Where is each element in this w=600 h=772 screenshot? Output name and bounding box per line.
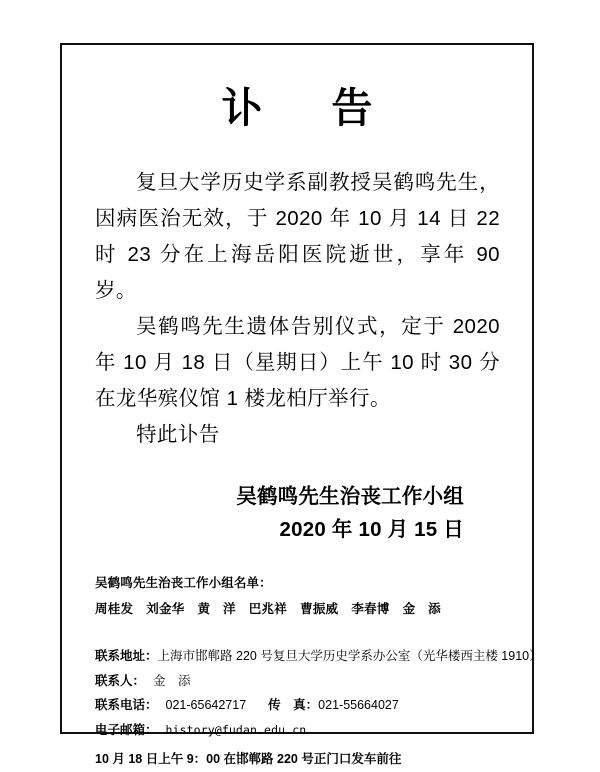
contact-email-label: 电子邮箱： xyxy=(95,722,158,737)
contact-address-value: 上海市邯郸路 220 号复旦大学历史学系办公室（光华楼西主楼 1910） xyxy=(157,649,542,663)
contact-phone-label: 联系电话： xyxy=(95,698,158,712)
committee-block xyxy=(86,571,508,622)
contact-block xyxy=(86,644,542,772)
committee-member-list xyxy=(95,597,508,622)
obituary-paragraph-2: 吴鹤鸣先生遗体告别仪式，定于 2020 年 10 月 18 日（星期日）上午 10 时 30 分在龙华殡仪馆 1 楼龙柏厅举行。 xyxy=(95,315,500,410)
obituary-frame xyxy=(60,43,542,766)
contact-address-line xyxy=(95,644,542,669)
contact-fax-label: 传 真： xyxy=(268,698,319,712)
contact-phone-value[interactable]: 021-65642717 xyxy=(165,698,247,712)
list-item: 黄 洋 xyxy=(197,602,236,616)
signature-date: 2020 年 10 月 15 日 xyxy=(279,518,464,541)
obituary-paragraph-3: 特此讣告 xyxy=(136,423,220,446)
list-item: 金 添 xyxy=(402,602,441,616)
contact-person-line xyxy=(95,669,508,694)
list-item: 曹振威 xyxy=(300,602,339,616)
transport-note: 10 月 18 日上午 9：00 在邯郸路 220 号正门口发车前往 xyxy=(95,752,402,766)
contact-email-line xyxy=(95,718,508,743)
committee-heading: 吴鹤鸣先生治丧工作小组名单： xyxy=(95,576,272,590)
contact-phone-line xyxy=(95,693,508,718)
obituary-paragraph-1: 复旦大学历史学系副教授吴鹤鸣先生，因病医治无效，于 2020 年 10 月 14 日 22 时 23 分在上海岳阳医院逝世，享年 90 岁。 xyxy=(95,171,500,302)
obituary-content xyxy=(62,45,542,766)
list-item: 巴兆祥 xyxy=(248,602,288,616)
contact-person-label: 联系人： xyxy=(95,673,146,688)
list-item: 李春博 xyxy=(351,602,390,616)
list-item: 刘金华 xyxy=(146,602,185,616)
signature-block xyxy=(86,480,508,546)
contact-fax-value: 021-55664027 xyxy=(318,698,399,712)
contact-person-value: 金 添 xyxy=(153,673,191,688)
signature-organization: 吴鹤鸣先生治丧工作小组 xyxy=(236,485,464,508)
page-title: 讣 告 xyxy=(221,85,387,131)
contact-address-label: 联系地址： xyxy=(95,649,158,663)
contact-email-value[interactable]: history@fudan.edu.cn xyxy=(165,722,307,737)
obituary-body xyxy=(86,165,508,453)
list-item: 周桂发 xyxy=(95,602,134,616)
